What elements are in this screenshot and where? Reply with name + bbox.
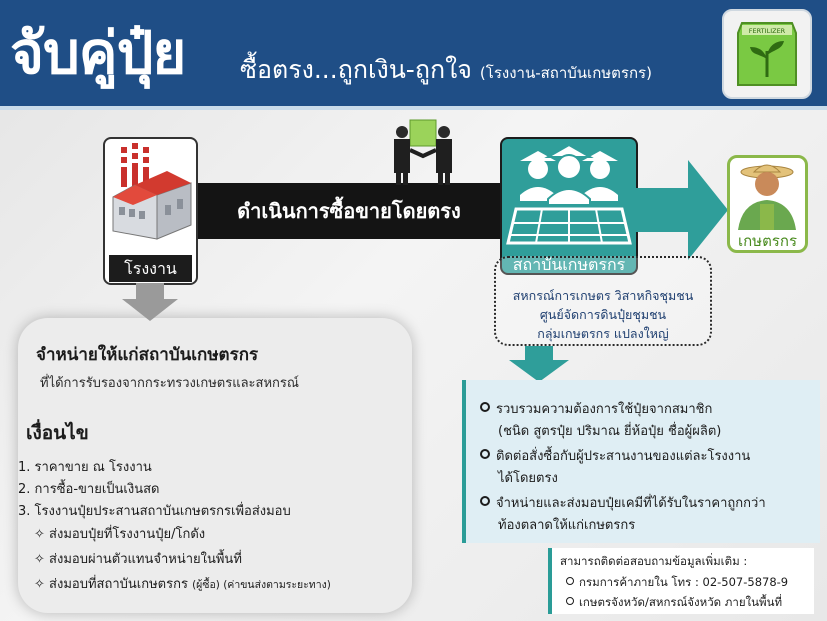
delivery-mark-1: ✧ xyxy=(34,527,45,542)
contact-heading: สามารถติดต่อสอบถามข้อมูลเพิ่มเติม : xyxy=(560,554,748,568)
contact-line-2 xyxy=(566,594,782,612)
duty-1-line-2: (ชนิด สูตรปุ๋ย ปริมาณ ยี่ห้อปุ๋ย ชื่อผู้ผลิต) xyxy=(498,424,722,439)
duty-bullet-3 xyxy=(480,496,490,506)
condition-3: 3. โรงงานปุ๋ยประสานสถาบันเกษตรกรเพื่อส่งมอบ xyxy=(18,504,291,519)
handshake-icon xyxy=(388,118,458,186)
duty-3-line-1 xyxy=(480,492,766,513)
duty-bullet-2 xyxy=(480,449,490,459)
delivery-mark-2: ✧ xyxy=(34,552,45,567)
sales-subtitle: ที่ได้การรับรองจากกระทรวงเกษตรและสหกรณ์ xyxy=(40,376,299,391)
delivery-option-2 xyxy=(34,548,242,569)
duty-1-line-1 xyxy=(480,398,712,419)
sales-title: จำหน่ายให้แก่สถาบันเกษตรกร xyxy=(36,345,259,365)
member-line-2: ศูนย์จัดการดินปุ๋ยชุมชน xyxy=(539,307,667,322)
subtitle-paren: (โรงงาน-สถาบันเกษตรกร) xyxy=(479,64,652,82)
fertilizer-bag-graphic xyxy=(724,11,810,97)
delivery-option-1 xyxy=(34,523,205,544)
arrow-down-gray-icon xyxy=(122,283,178,321)
duty-2-line-1 xyxy=(480,445,750,466)
duty-1-text: รวบรวมความต้องการใช้ปุ๋ยจากสมาชิก xyxy=(496,402,713,417)
handshake-graphic xyxy=(388,118,458,186)
institution-label: สถาบันเกษตรกร xyxy=(512,255,626,274)
header-divider xyxy=(0,106,827,110)
farmer-icon xyxy=(730,158,805,232)
page-title: จับคู่ปุ๋ย xyxy=(10,19,186,87)
page-subtitle xyxy=(240,50,652,90)
duty-3-line-2: ท้องตลาดให้แก่เกษตรกร xyxy=(498,518,636,533)
contact-bullet-1 xyxy=(566,577,574,585)
delivery-text-1: ส่งมอบปุ๋ยที่โรงงานปุ๋ย/โกดัง xyxy=(49,527,206,542)
duty-2-line-2: ได้โดยตรง xyxy=(498,471,558,486)
contact-text-1: กรมการค้าภายใน โทร : 02-507-5878-9 xyxy=(579,575,789,589)
factory-label: โรงงาน xyxy=(109,255,192,282)
fertilizer-bag-icon xyxy=(722,9,812,99)
farmer-group-icon xyxy=(502,139,636,251)
delivery-text-2: ส่งมอบผ่านตัวแทนจำหน่ายในพื้นที่ xyxy=(49,552,242,567)
contact-text-2: เกษตรจังหวัด/สหกรณ์จังหวัด ภายในพื้นที่ xyxy=(579,595,783,609)
direct-trade-label: ดำเนินการซื้อขายโดยตรง xyxy=(237,199,461,223)
arrow-to-farmer-icon xyxy=(636,160,728,260)
condition-1: 1. ราคาขาย ณ โรงงาน xyxy=(18,460,152,475)
member-line-1: สหกรณ์การเกษตร วิสาหกิจชุมชน xyxy=(512,288,694,303)
farmer-label: เกษตรกร xyxy=(737,232,798,250)
badge-label: FERTILIZER xyxy=(748,27,786,35)
member-line-3: กลุ่มเกษตรกร แปลงใหญ่ xyxy=(537,326,669,341)
duty-2-text: ติดต่อสั่งซื้อกับผู้ประสานงานของแต่ละโรงงาน xyxy=(496,449,751,464)
duty-bullet-1 xyxy=(480,402,490,412)
delivery-text-3: ส่งมอบที่สถาบันเกษตรกร xyxy=(49,577,188,592)
duty-3-text: จำหน่ายและส่งมอบปุ๋ยเคมีที่ได้รับในราคาถูกกว่า xyxy=(496,496,766,511)
contact-line-1 xyxy=(566,574,788,592)
conditions-heading: เงื่อนไข xyxy=(26,422,89,444)
condition-2: 2. การซื้อ-ขายเป็นเงินสด xyxy=(18,482,160,497)
factory-icon xyxy=(105,139,196,249)
subtitle-text: ซื้อตรง...ถูกเงิน-ถูกใจ xyxy=(240,55,472,84)
delivery-option-3 xyxy=(34,573,331,594)
delivery-mark-3: ✧ xyxy=(34,577,45,592)
arrow-down-teal-icon xyxy=(509,346,569,382)
contact-bullet-2 xyxy=(566,597,574,605)
delivery-note-3: (ผู้ซื้อ) (ค่าขนส่งตามระยะทาง) xyxy=(192,579,331,591)
